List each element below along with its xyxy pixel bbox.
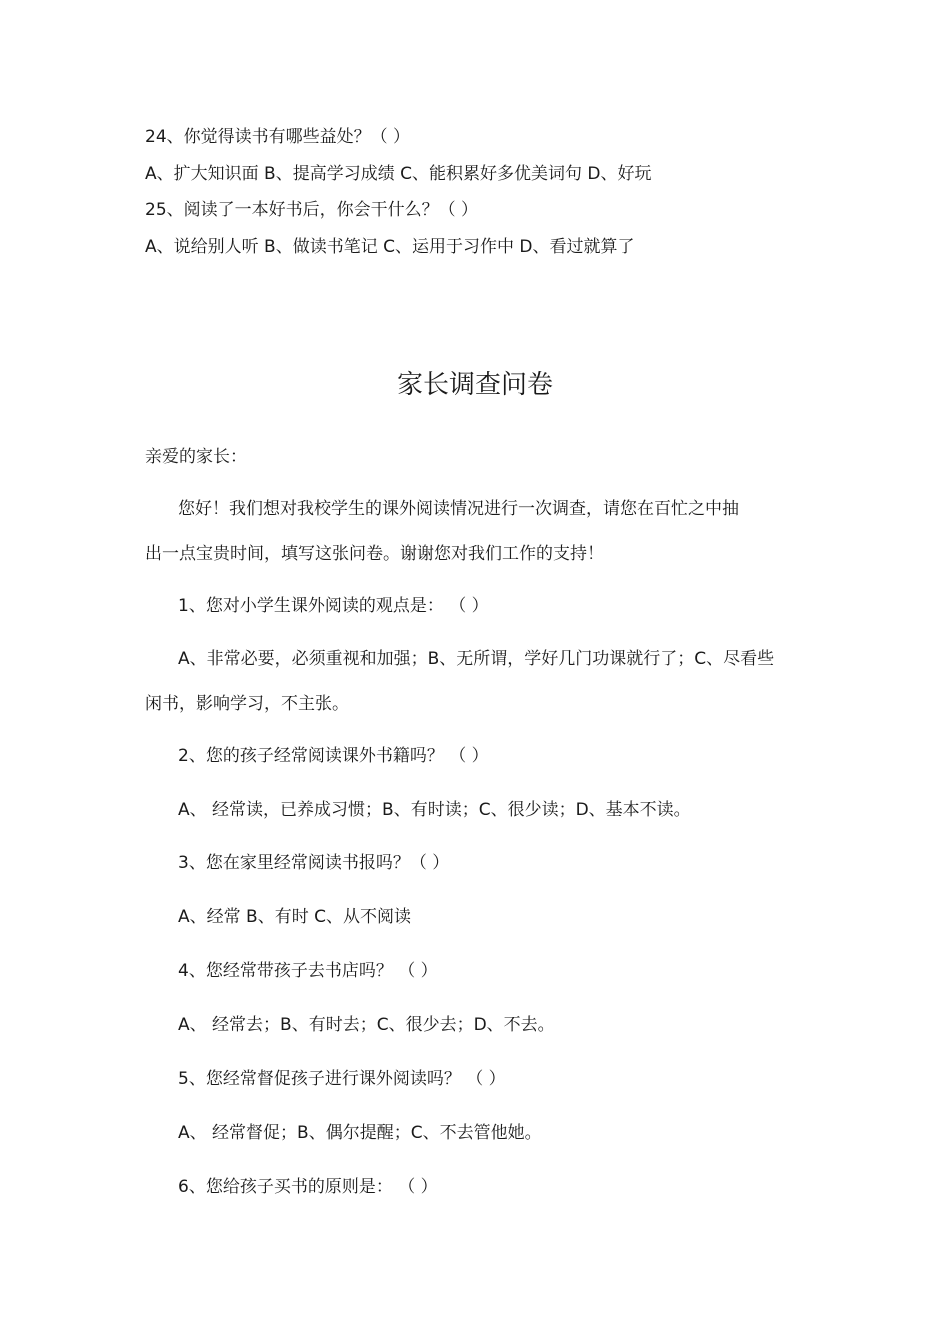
intro-line: 您好！我们想对我校学生的课外阅读情况进行一次调查，请您在百忙之中抽: [178, 499, 739, 519]
intro-line: 出一点宝贵时间，填写这张问卷。谢谢您对我们工作的支持！: [145, 544, 604, 564]
question-text: 25、阅读了一本好书后，你会干什么？（ ）: [145, 200, 479, 220]
options-text: A、 经常去；B、有时去；C、很少去；D、不去。: [178, 1015, 555, 1035]
options-text: A、说给别人听 B、做读书笔记 C、运用于习作中 D、看过就算了: [145, 237, 635, 257]
options-text: A、扩大知识面 B、提高学习成绩 C、能积累好多优美词句 D、好玩: [145, 164, 652, 184]
question-text: 5、您经常督促孩子进行课外阅读吗？ （ ）: [178, 1069, 506, 1089]
page-title: 家长调查问卷: [396, 370, 553, 400]
options-text: A、 经常督促；B、偶尔提醒；C、不去管他她。: [178, 1123, 542, 1143]
question-text: 4、您经常带孩子去书店吗？ （ ）: [178, 961, 438, 981]
question-text: 6、您给孩子买书的原则是： （ ）: [178, 1177, 438, 1197]
options-text: A、非常必要，必须重视和加强；B、无所谓，学好几门功课就行了；C、尽看些: [178, 649, 775, 669]
question-text: 24、你觉得读书有哪些益处？（ ）: [145, 127, 411, 147]
options-text: A、 经常读，已养成习惯；B、有时读；C、很少读；D、基本不读。: [178, 800, 691, 820]
options-text: A、经常 B、有时 C、从不阅读: [178, 907, 411, 927]
question-text: 3、您在家里经常阅读书报吗？（ ）: [178, 853, 450, 873]
options-text: 闲书，影响学习，不主张。: [145, 694, 349, 714]
question-text: 2、您的孩子经常阅读课外书籍吗？ （ ）: [178, 746, 489, 766]
salutation: 亲爱的家长：: [145, 447, 247, 467]
question-text: 1、您对小学生课外阅读的观点是： （ ）: [178, 596, 489, 616]
